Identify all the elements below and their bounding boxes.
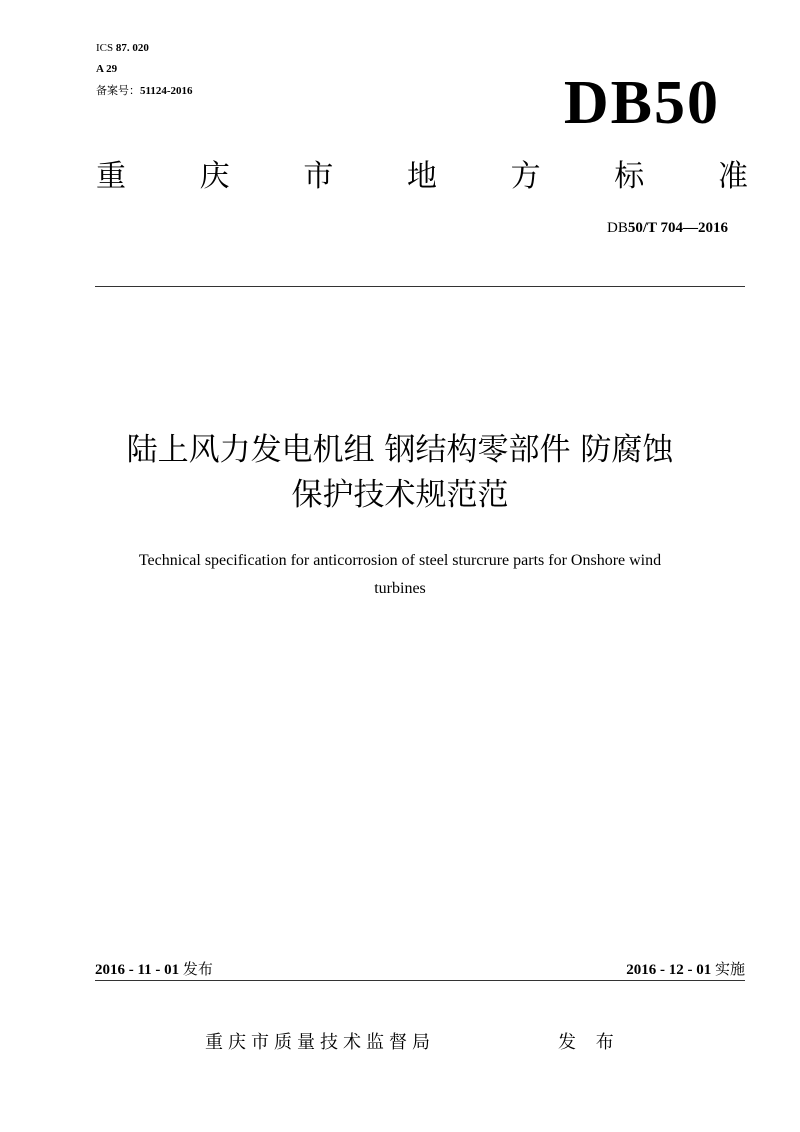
date-row — [95, 958, 745, 981]
title-en-line2: turbines — [374, 580, 426, 597]
class-code-line — [96, 63, 117, 76]
standard-type-char: 方 — [510, 159, 541, 194]
header-divider — [95, 286, 745, 287]
class-code: A 29 — [96, 63, 118, 75]
ics-code: 87. 020 — [115, 42, 149, 54]
standard-number — [607, 218, 728, 238]
standard-type-title — [96, 157, 748, 197]
ics-label: ICS — [96, 42, 114, 54]
ics-line — [96, 42, 149, 55]
record-number: 51124-2016 — [140, 85, 193, 97]
record-label: 备案号： — [96, 84, 140, 97]
standard-type-char: 地 — [406, 159, 437, 194]
standard-type-char: 准 — [717, 159, 748, 194]
title-en — [80, 547, 720, 603]
effective-date — [626, 958, 745, 981]
publisher-action: 发 布 — [558, 1032, 621, 1053]
db-logo: DB50 — [563, 69, 720, 137]
standard-type-char: 市 — [303, 159, 334, 194]
publisher-name: 重庆市质量技术监督局 — [205, 1032, 435, 1053]
publish-date-value: 2016 - 11 - 01 — [95, 962, 180, 978]
publish-date — [95, 958, 213, 981]
publish-date-label: 发布 — [182, 960, 213, 978]
title-en-line1: Technical specification for anticorrosion of steel sturcrure parts for Onshore wind — [138, 552, 662, 569]
title-cn-line2: 保护技术规范范 — [291, 477, 509, 513]
standard-type-char: 标 — [614, 159, 645, 194]
effective-date-value: 2016 - 12 - 01 — [626, 962, 712, 978]
standard-type-char: 庆 — [199, 159, 230, 194]
title-cn-line1: 陆上风力发电机组 钢结构零部件 防腐蚀 — [126, 432, 674, 468]
effective-date-label: 实施 — [714, 960, 745, 978]
record-line — [96, 84, 193, 98]
standard-number-code: 50/T 704—2016 — [627, 220, 728, 236]
standard-type-char: 重 — [96, 159, 126, 194]
standard-number-prefix: DB — [607, 220, 628, 236]
